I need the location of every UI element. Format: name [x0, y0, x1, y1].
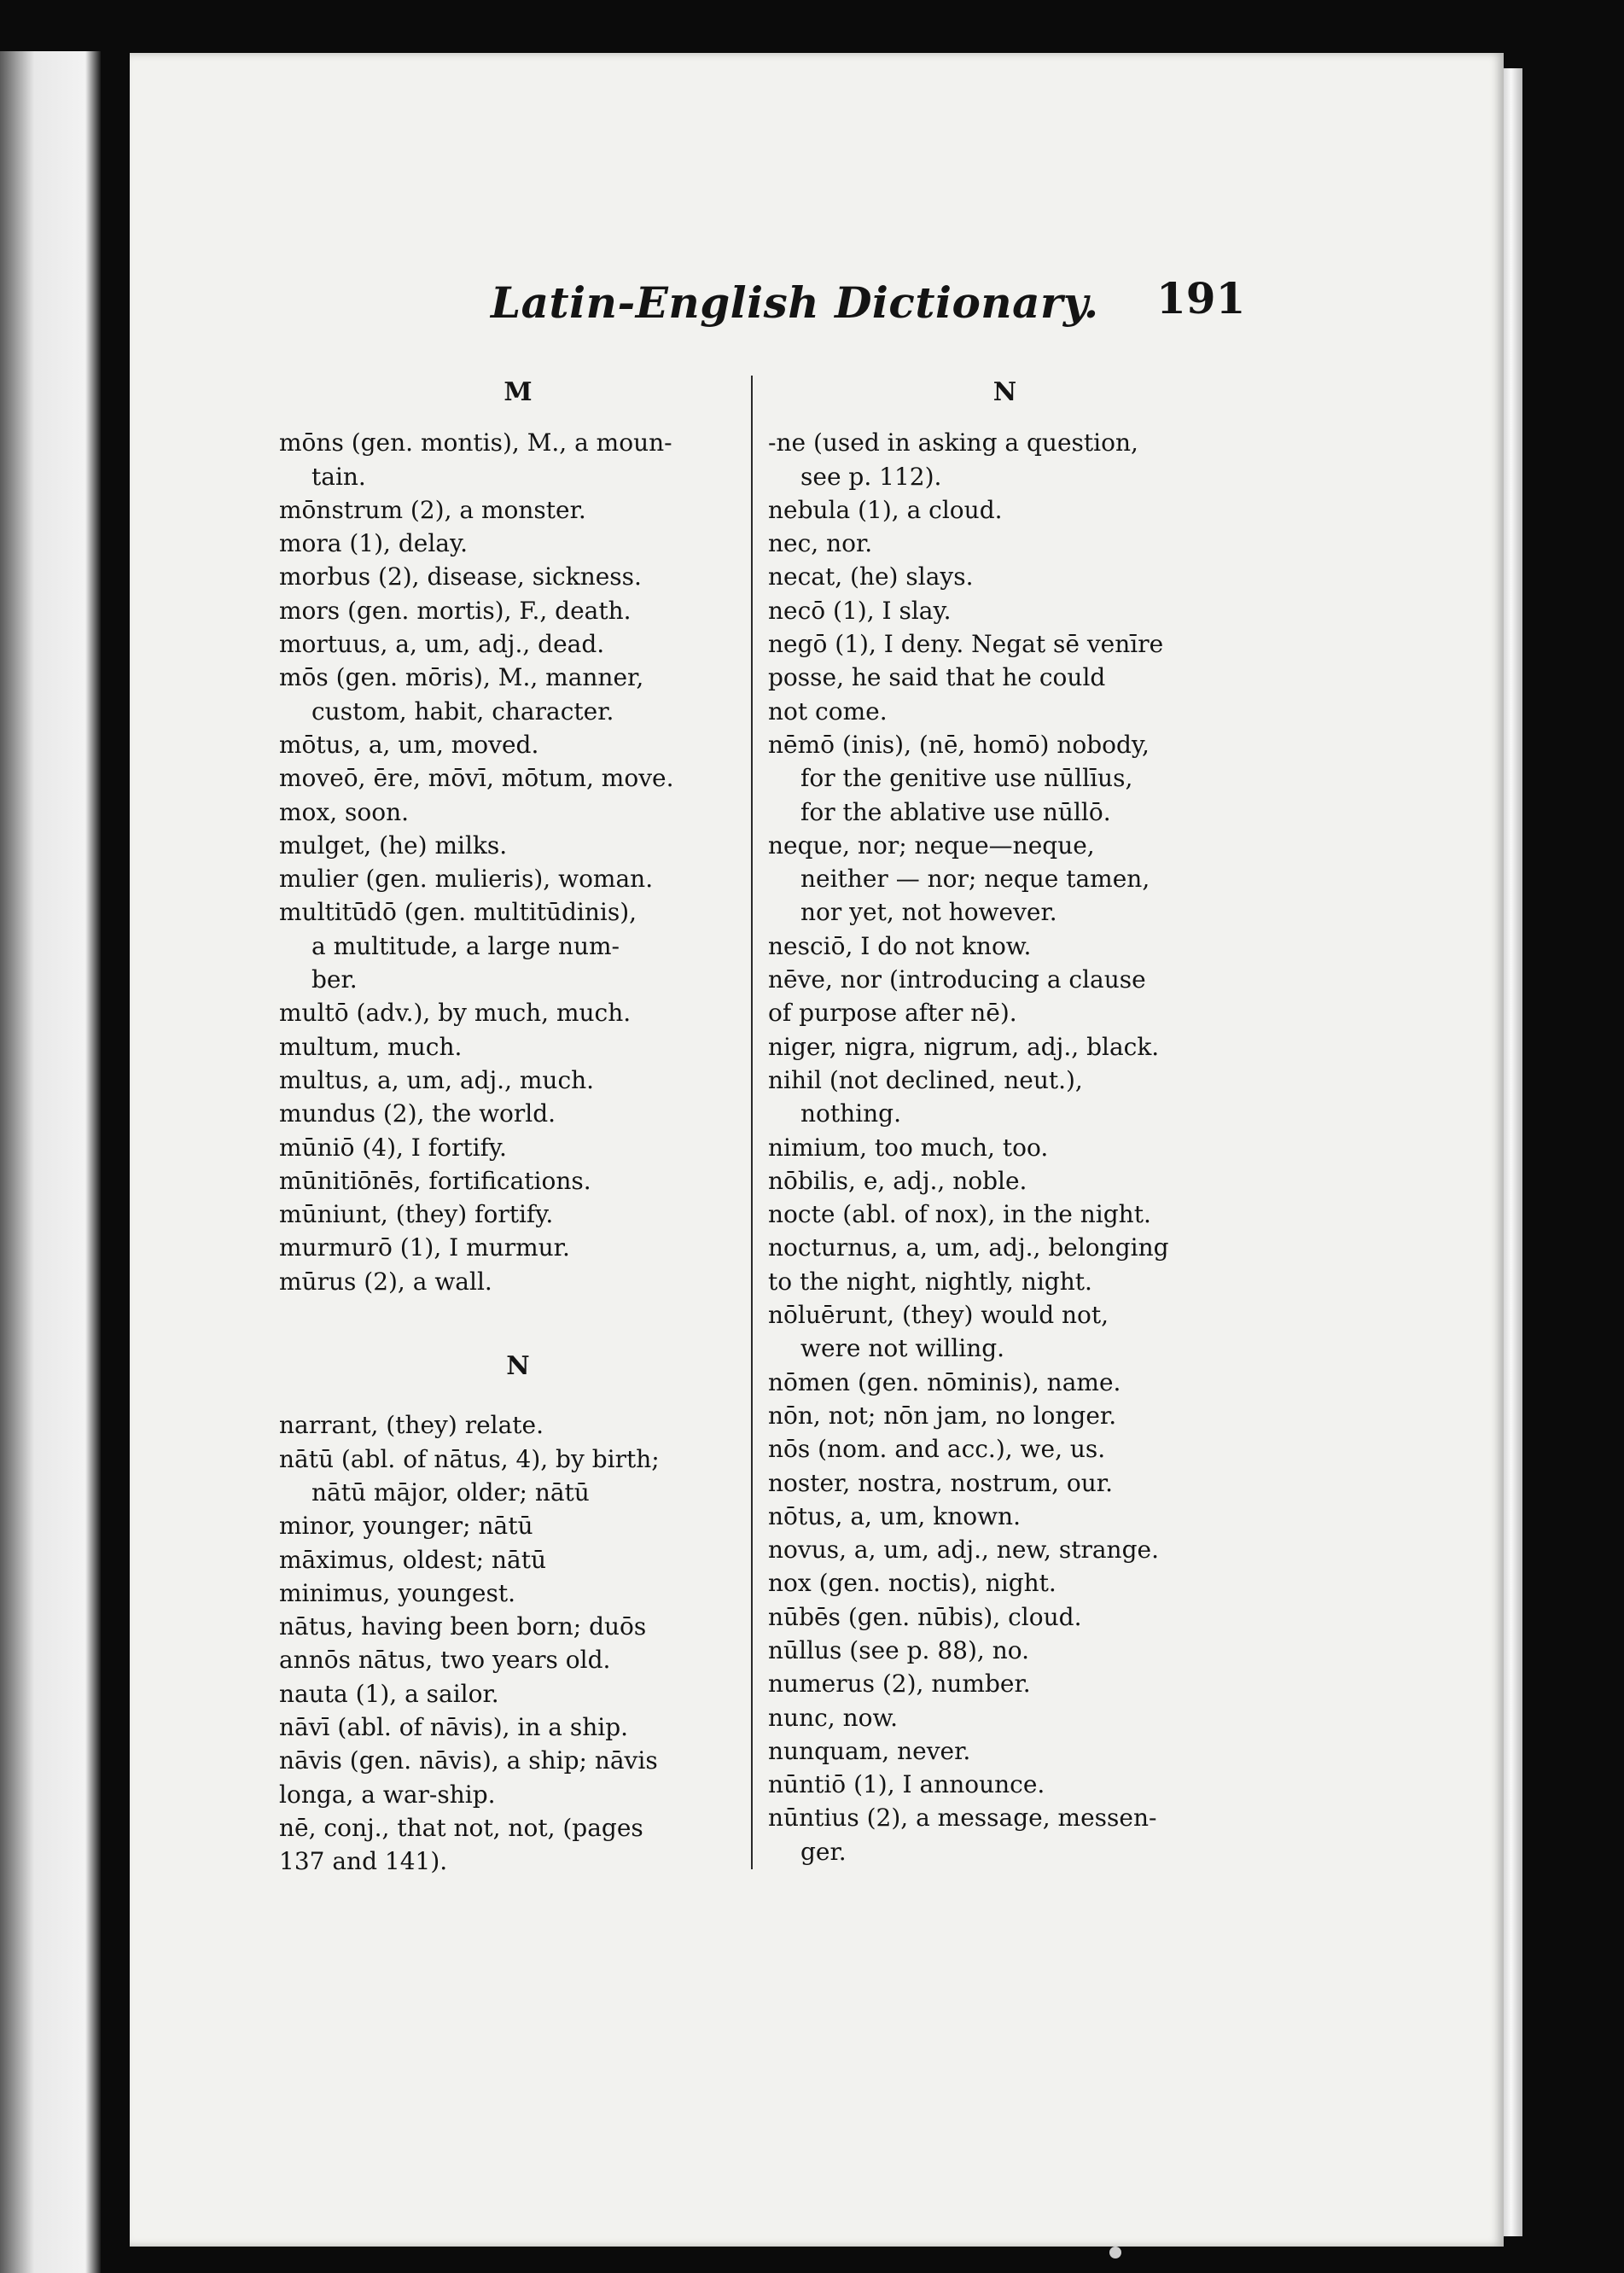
- dictionary-line: narrant, (they) relate.: [279, 1411, 544, 1440]
- dictionary-line: nihil (not declined, neut.),: [768, 1065, 1083, 1094]
- dictionary-line: mūniunt, (they) fortify.: [279, 1200, 554, 1229]
- dictionary-line: mora (1), delay.: [279, 529, 468, 558]
- dictionary-line: nesciō, I do not know.: [768, 931, 1032, 960]
- right-column: [768, 376, 1242, 1868]
- dictionary-line: nox (gen. noctis), night.: [768, 1569, 1056, 1598]
- dictionary-line: murmurō (1), I murmur.: [279, 1233, 570, 1262]
- dictionary-line: multus, a, um, adj., much.: [279, 1065, 595, 1094]
- running-head: Latin-English Dictionary.: [491, 277, 1099, 328]
- dictionary-line: novus, a, um, adj., new, strange.: [768, 1536, 1159, 1565]
- dictionary-line: ber.: [311, 965, 358, 994]
- dictionary-line: mūrus (2), a wall.: [279, 1267, 492, 1296]
- dictionary-line: nātū mājor, older; nātū: [311, 1477, 590, 1507]
- dictionary-line: annōs nātus, two years old.: [279, 1646, 611, 1675]
- dictionary-line: mūnitiōnēs, fortifications.: [279, 1166, 591, 1195]
- dictionary-line: not come.: [768, 696, 888, 726]
- dictionary-line: nothing.: [800, 1099, 901, 1128]
- dictionary-line: custom, habit, character.: [311, 696, 614, 726]
- dictionary-line: neque, nor; neque—neque,: [768, 831, 1095, 860]
- dictionary-line: nocturnus, a, um, adj., belonging: [768, 1233, 1169, 1262]
- entries-n-right: [768, 426, 1242, 1868]
- dictionary-line: nunc, now.: [768, 1703, 899, 1732]
- dictionary-line: nātū (abl. of nātus, 4), by birth;: [279, 1444, 660, 1473]
- dictionary-line: to the night, nightly, night.: [768, 1267, 1092, 1296]
- dictionary-line: nōtus, a, um, known.: [768, 1501, 1021, 1530]
- entries-m: [279, 426, 757, 1298]
- dictionary-line: nocte (abl. of nox), in the night.: [768, 1200, 1151, 1229]
- dictionary-line: longa, a war-ship.: [279, 1780, 496, 1809]
- dictionary-line: mōns (gen. montis), M., a moun-: [279, 428, 672, 458]
- dictionary-line: necō (1), I slay.: [768, 596, 952, 625]
- dictionary-line: a multitude, a large num-: [311, 931, 620, 960]
- dictionary-line: for the genitive use nūllīus,: [800, 764, 1133, 793]
- left-column: [279, 376, 757, 1878]
- section-heading-m: M: [503, 377, 533, 407]
- dictionary-line: nōs (nom. and acc.), we, us.: [768, 1435, 1106, 1464]
- dictionary-line: tain.: [311, 462, 366, 491]
- dictionary-line: mulier (gen. mulieris), woman.: [279, 865, 654, 894]
- dictionary-line: posse, he said that he could: [768, 663, 1106, 692]
- dictionary-line: nūntiō (1), I announce.: [768, 1770, 1045, 1799]
- dictionary-line: morbus (2), disease, sickness.: [279, 562, 642, 592]
- dictionary-line: mūniō (4), I fortify.: [279, 1133, 507, 1162]
- dictionary-line: nebula (1), a cloud.: [768, 495, 1003, 524]
- dictionary-line: niger, nigra, nigrum, adj., black.: [768, 1032, 1160, 1061]
- section-heading-n-right: N: [992, 377, 1017, 407]
- dictionary-line: for the ablative use nūllō.: [800, 797, 1111, 826]
- dictionary-line: nauta (1), a sailor.: [279, 1679, 499, 1708]
- page-number: 191: [1156, 273, 1246, 323]
- dictionary-line: negō (1), I deny. Negat sē venīre: [768, 630, 1164, 659]
- dictionary-line: neither — nor; neque tamen,: [800, 865, 1150, 894]
- section-heading-n: N: [506, 1351, 530, 1382]
- dictionary-line: of purpose after nē).: [768, 999, 1017, 1028]
- dictionary-line: 137 and 141).: [279, 1847, 448, 1876]
- scan-speck: [1109, 2247, 1121, 2258]
- dictionary-line: nimium, too much, too.: [768, 1133, 1049, 1162]
- dictionary-line: moveō, ēre, mōvī, mōtum, move.: [279, 764, 674, 793]
- dictionary-line: noster, nostra, nostrum, our.: [768, 1468, 1113, 1497]
- dictionary-line: multō (adv.), by much, much.: [279, 999, 632, 1028]
- dictionary-line: nunquam, never.: [768, 1736, 971, 1765]
- dictionary-line: mōnstrum (2), a monster.: [279, 495, 586, 524]
- dictionary-line: mōs (gen. mōris), M., manner,: [279, 663, 644, 692]
- dictionary-line: see p. 112).: [800, 462, 942, 491]
- dictionary-line: minimus, youngest.: [279, 1578, 516, 1607]
- dictionary-line: nātus, having been born; duōs: [279, 1612, 647, 1641]
- dictionary-line: mortuus, a, um, adj., dead.: [279, 630, 605, 659]
- dictionary-line: -ne (used in asking a question,: [768, 428, 1138, 458]
- dictionary-line: necat, (he) slays.: [768, 562, 974, 592]
- entries-n-left: [279, 1408, 757, 1878]
- dictionary-line: mulget, (he) milks.: [279, 831, 508, 860]
- dictionary-line: nāvī (abl. of nāvis), in a ship.: [279, 1712, 629, 1741]
- dictionary-line: multitūdō (gen. multitūdinis),: [279, 898, 637, 927]
- dictionary-line: nec, nor.: [768, 529, 873, 558]
- dictionary-line: nor yet, not however.: [800, 898, 1057, 927]
- dictionary-line: multum, much.: [279, 1032, 463, 1061]
- dictionary-line: nōmen (gen. nōminis), name.: [768, 1367, 1121, 1396]
- dictionary-line: were not willing.: [800, 1334, 1005, 1363]
- dictionary-line: nē, conj., that not, not, (pages: [279, 1813, 643, 1842]
- dictionary-line: nūllus (see p. 88), no.: [768, 1635, 1029, 1664]
- dictionary-line: minor, younger; nātū: [279, 1512, 533, 1541]
- dictionary-line: ger.: [800, 1837, 847, 1866]
- dictionary-line: numerus (2), number.: [768, 1670, 1031, 1699]
- dictionary-line: nūbēs (gen. nūbis), cloud.: [768, 1602, 1082, 1631]
- dictionary-line: mox, soon.: [279, 797, 410, 826]
- page-edge: [1504, 68, 1522, 2236]
- dictionary-line: nēve, nor (introducing a clause: [768, 965, 1146, 994]
- dictionary-line: nāvis (gen. nāvis), a ship; nāvis: [279, 1746, 658, 1775]
- left-page-edge: [0, 51, 101, 2273]
- dictionary-line: nūntius (2), a message, messen-: [768, 1804, 1157, 1833]
- dictionary-line: mundus (2), the world.: [279, 1099, 556, 1128]
- dictionary-line: nēmō (inis), (nē, homō) nobody,: [768, 730, 1150, 759]
- dictionary-line: māximus, oldest; nātū: [279, 1545, 547, 1574]
- dictionary-line: nōbilis, e, adj., noble.: [768, 1166, 1027, 1195]
- dictionary-line: mors (gen. mortis), F., death.: [279, 596, 632, 625]
- dictionary-line: nōluērunt, (they) would not,: [768, 1301, 1109, 1330]
- dictionary-line: mōtus, a, um, moved.: [279, 730, 539, 759]
- dictionary-line: nōn, not; nōn jam, no longer.: [768, 1401, 1117, 1430]
